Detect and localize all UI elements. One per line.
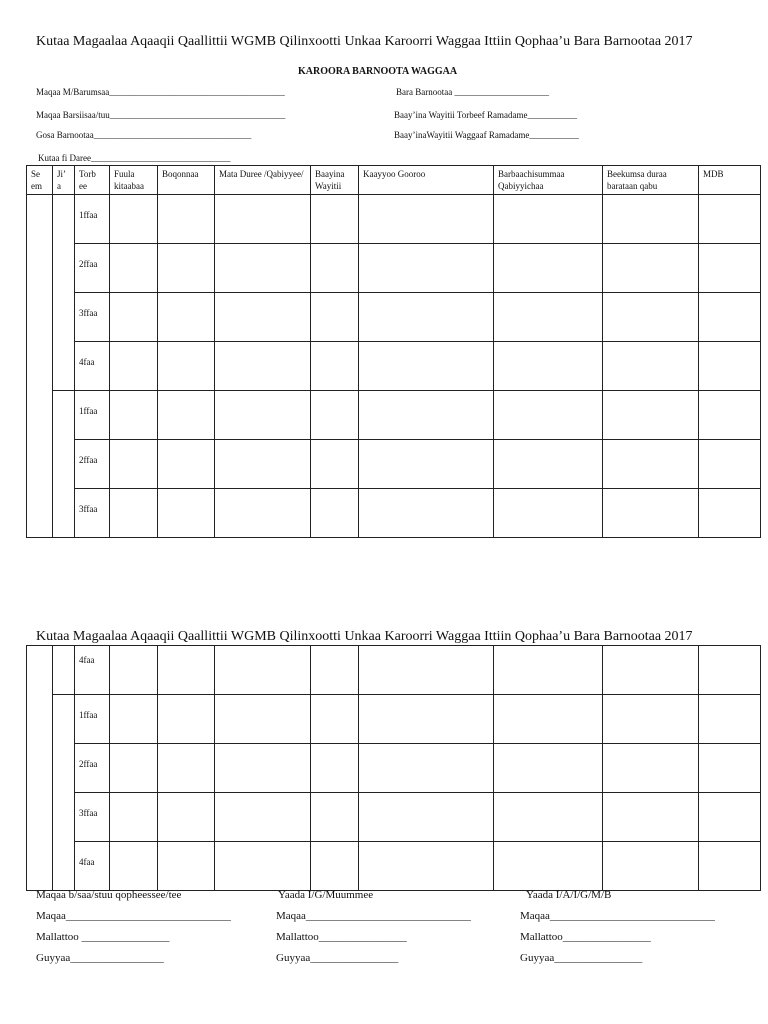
week-cell: 1ffaa: [75, 195, 110, 244]
mdb-cell[interactable]: [699, 440, 761, 489]
preparer-name-field[interactable]: Maqaa______________________________: [36, 910, 231, 922]
principal-date-field[interactable]: Guyyaa________________: [520, 952, 643, 964]
mdb-cell[interactable]: [699, 793, 761, 842]
table-row: [27, 391, 761, 440]
page-cell[interactable]: [110, 695, 158, 744]
objective-cell[interactable]: [359, 842, 494, 891]
column-header: Se em: [27, 166, 53, 195]
importance-cell[interactable]: [494, 489, 603, 538]
weekly-periods-field[interactable]: Baay’ina Wayitii Torbeef Ramadame___________: [394, 110, 578, 120]
page-cell[interactable]: [110, 793, 158, 842]
column-header: Mata Duree /Qabiyyee/: [215, 166, 311, 195]
prior-knowledge-cell[interactable]: [603, 195, 699, 244]
page-2-title: Kutaa Magaalaa Aqaaqii Qaallittii WGMB Qilinxootti Unkaa Karoorri Waggaa Ittiin Qophaa’u Bara Barnootaa 2017: [36, 629, 693, 644]
chapter-cell[interactable]: [158, 793, 215, 842]
chapter-cell[interactable]: [158, 293, 215, 342]
objective-cell[interactable]: [359, 489, 494, 538]
periods-cell[interactable]: [311, 391, 359, 440]
mdb-cell[interactable]: [699, 489, 761, 538]
week-cell: 1ffaa: [75, 391, 110, 440]
week-cell: 3ffaa: [75, 293, 110, 342]
objective-cell[interactable]: [359, 646, 494, 695]
mdb-cell[interactable]: [699, 842, 761, 891]
week-cell: 2ffaa: [75, 440, 110, 489]
periods-cell[interactable]: [311, 842, 359, 891]
grade-section-field[interactable]: Kutaa fi Daree_______________________________: [38, 153, 231, 163]
mdb-cell[interactable]: [699, 342, 761, 391]
week-cell: 3ffaa: [75, 793, 110, 842]
page-cell[interactable]: [110, 391, 158, 440]
chapter-cell[interactable]: [158, 342, 215, 391]
table-row: [27, 695, 761, 744]
week-cell: 4faa: [75, 646, 110, 695]
table-header-row: [27, 166, 761, 195]
importance-cell[interactable]: [494, 744, 603, 793]
column-header: Torb ee: [75, 166, 110, 195]
prior-knowledge-cell[interactable]: [603, 744, 699, 793]
prepared-by-label: Maqaa b/saa/stuu qopheessee/tee: [36, 889, 182, 901]
topic-cell[interactable]: [215, 293, 311, 342]
column-header: Baayina Wayitii: [311, 166, 359, 195]
prior-knowledge-cell[interactable]: [603, 244, 699, 293]
topic-cell[interactable]: [215, 695, 311, 744]
preparer-date-field[interactable]: Guyyaa_________________: [36, 952, 164, 964]
table-row: [27, 342, 761, 391]
department-head-signature-field[interactable]: Mallattoo________________: [276, 931, 407, 943]
department-head-date-field[interactable]: Guyyaa________________: [276, 952, 399, 964]
academic-year-field[interactable]: Bara Barnootaa _____________________: [396, 87, 549, 97]
subject-name-field[interactable]: Maqaa M/Barumsaa_______________________________________: [36, 87, 285, 97]
topic-cell[interactable]: [215, 342, 311, 391]
week-cell: 2ffaa: [75, 244, 110, 293]
month-cell[interactable]: [53, 695, 75, 891]
week-cell: 1ffaa: [75, 695, 110, 744]
page-cell[interactable]: [110, 342, 158, 391]
chapter-cell[interactable]: [158, 195, 215, 244]
month-cell[interactable]: [53, 391, 75, 538]
table-row: [27, 646, 761, 695]
annual-plan-table-continued: [26, 645, 761, 891]
subject-type-field[interactable]: Gosa Barnootaa___________________________________: [36, 130, 252, 140]
principal-name-field[interactable]: Maqaa______________________________: [520, 910, 715, 922]
week-cell: 2ffaa: [75, 744, 110, 793]
periods-cell[interactable]: [311, 195, 359, 244]
importance-cell[interactable]: [494, 793, 603, 842]
prior-knowledge-cell[interactable]: [603, 646, 699, 695]
chapter-cell[interactable]: [158, 244, 215, 293]
periods-cell[interactable]: [311, 793, 359, 842]
column-header: MDB: [699, 166, 761, 195]
week-cell: 4faa: [75, 342, 110, 391]
mdb-cell[interactable]: [699, 195, 761, 244]
yearly-periods-field[interactable]: Baay’inaWayitii Waggaaf Ramadame___________: [394, 130, 579, 140]
page-title: Kutaa Magaalaa Aqaaqii Qaallittii WGMB Qilinxootti Unkaa Karoorri Waggaa Ittiin Qophaa’u Bara Barnootaa 2017: [36, 34, 693, 49]
periods-cell[interactable]: [311, 440, 359, 489]
page-cell[interactable]: [110, 489, 158, 538]
page-cell[interactable]: [110, 744, 158, 793]
importance-cell[interactable]: [494, 440, 603, 489]
periods-cell[interactable]: [311, 342, 359, 391]
objective-cell[interactable]: [359, 293, 494, 342]
annual-plan-table: [26, 165, 761, 538]
periods-cell[interactable]: [311, 695, 359, 744]
objective-cell[interactable]: [359, 244, 494, 293]
chapter-cell[interactable]: [158, 842, 215, 891]
month-cell[interactable]: [53, 195, 75, 391]
importance-cell[interactable]: [494, 391, 603, 440]
importance-cell[interactable]: [494, 244, 603, 293]
table-row: [27, 793, 761, 842]
mdb-cell[interactable]: [699, 646, 761, 695]
mdb-cell[interactable]: [699, 293, 761, 342]
topic-cell[interactable]: [215, 391, 311, 440]
prior-knowledge-cell[interactable]: [603, 695, 699, 744]
column-header: Ji’ a: [53, 166, 75, 195]
topic-cell[interactable]: [215, 195, 311, 244]
page-cell[interactable]: [110, 440, 158, 489]
topic-cell[interactable]: [215, 793, 311, 842]
prior-knowledge-cell[interactable]: [603, 440, 699, 489]
table-row: [27, 440, 761, 489]
semester-cell[interactable]: [27, 195, 53, 538]
table-row: [27, 744, 761, 793]
table-row: [27, 842, 761, 891]
month-cell[interactable]: [53, 646, 75, 695]
objective-cell[interactable]: [359, 744, 494, 793]
periods-cell[interactable]: [311, 646, 359, 695]
column-header: Kaayyoo Gooroo: [359, 166, 494, 195]
table-row: [27, 195, 761, 244]
objective-cell[interactable]: [359, 391, 494, 440]
topic-cell[interactable]: [215, 244, 311, 293]
page-cell[interactable]: [110, 646, 158, 695]
chapter-cell[interactable]: [158, 646, 215, 695]
principal-signature-field[interactable]: Mallattoo________________: [520, 931, 651, 943]
periods-cell[interactable]: [311, 293, 359, 342]
preparer-signature-field[interactable]: Mallattoo ________________: [36, 931, 170, 943]
page-cell[interactable]: [110, 195, 158, 244]
prior-knowledge-cell[interactable]: [603, 293, 699, 342]
semester-cell[interactable]: [27, 646, 53, 891]
importance-cell[interactable]: [494, 695, 603, 744]
table-row: [27, 489, 761, 538]
periods-cell[interactable]: [311, 489, 359, 538]
prior-knowledge-cell[interactable]: [603, 489, 699, 538]
topic-cell[interactable]: [215, 440, 311, 489]
prior-knowledge-cell[interactable]: [603, 391, 699, 440]
department-head-name-field[interactable]: Maqaa______________________________: [276, 910, 471, 922]
prior-knowledge-cell[interactable]: [603, 793, 699, 842]
column-header: Barbaachisummaa Qabiyyichaa: [494, 166, 603, 195]
objective-cell[interactable]: [359, 195, 494, 244]
importance-cell[interactable]: [494, 842, 603, 891]
topic-cell[interactable]: [215, 842, 311, 891]
importance-cell[interactable]: [494, 293, 603, 342]
principal-label: Yaada I/A/I/G/M/B: [526, 889, 612, 901]
chapter-cell[interactable]: [158, 489, 215, 538]
form-subtitle: KAROORA BARNOOTA WAGGAA: [298, 66, 458, 77]
mdb-cell[interactable]: [699, 695, 761, 744]
periods-cell[interactable]: [311, 744, 359, 793]
periods-cell[interactable]: [311, 244, 359, 293]
chapter-cell[interactable]: [158, 440, 215, 489]
prior-knowledge-cell[interactable]: [603, 842, 699, 891]
mdb-cell[interactable]: [699, 244, 761, 293]
column-header: Fuula kitaabaa: [110, 166, 158, 195]
topic-cell[interactable]: [215, 646, 311, 695]
teacher-name-field[interactable]: Maqaa Barsiisaa/tuu_______________________________________: [36, 110, 286, 120]
page-cell[interactable]: [110, 293, 158, 342]
table-row: [27, 244, 761, 293]
column-header: Boqonnaa: [158, 166, 215, 195]
objective-cell[interactable]: [359, 695, 494, 744]
mdb-cell[interactable]: [699, 391, 761, 440]
table-row: [27, 293, 761, 342]
objective-cell[interactable]: [359, 440, 494, 489]
chapter-cell[interactable]: [158, 744, 215, 793]
page-cell[interactable]: [110, 842, 158, 891]
mdb-cell[interactable]: [699, 744, 761, 793]
importance-cell[interactable]: [494, 646, 603, 695]
column-header: Beekumsa duraa barataan qabu: [603, 166, 699, 195]
topic-cell[interactable]: [215, 489, 311, 538]
week-cell: 4faa: [75, 842, 110, 891]
importance-cell[interactable]: [494, 342, 603, 391]
prior-knowledge-cell[interactable]: [603, 342, 699, 391]
page-cell[interactable]: [110, 244, 158, 293]
week-cell: 3ffaa: [75, 489, 110, 538]
chapter-cell[interactable]: [158, 391, 215, 440]
chapter-cell[interactable]: [158, 695, 215, 744]
objective-cell[interactable]: [359, 342, 494, 391]
importance-cell[interactable]: [494, 195, 603, 244]
topic-cell[interactable]: [215, 744, 311, 793]
department-head-label: Yaada I/G/Muummee: [278, 889, 374, 901]
objective-cell[interactable]: [359, 793, 494, 842]
